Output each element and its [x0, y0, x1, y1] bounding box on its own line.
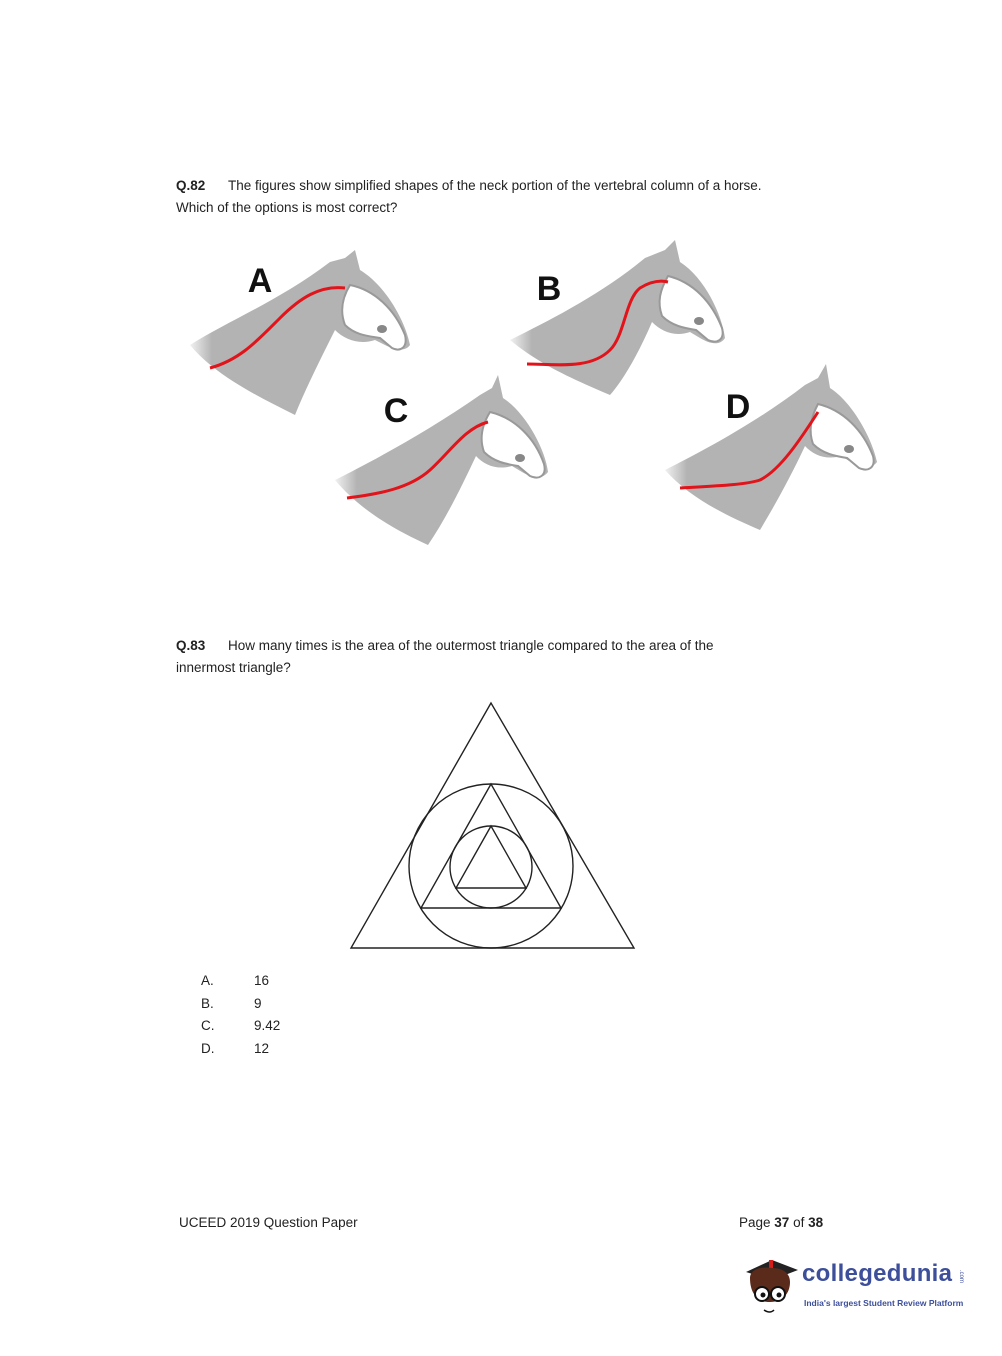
option-b[interactable]	[201, 995, 280, 1018]
middle-triangle	[421, 784, 561, 908]
brand-suffix: .com	[958, 1270, 964, 1284]
nested-triangles-figure	[345, 695, 641, 957]
horse-d	[660, 364, 877, 540]
page-number	[739, 1215, 823, 1230]
option-value: 12	[254, 1040, 270, 1056]
page-of: of	[793, 1215, 805, 1230]
label-a: A	[247, 262, 273, 300]
outer-circle	[409, 784, 573, 948]
page-prefix: Page	[739, 1215, 771, 1230]
q82-number: Q.82	[176, 178, 206, 193]
horse-a	[185, 250, 410, 420]
q83-text-1: How many times is the area of the outermost triangle compared to the area of the	[228, 638, 714, 653]
q82-line1	[176, 177, 762, 195]
page-current: 37	[774, 1215, 790, 1230]
paper-title: UCEED 2019 Question Paper	[179, 1215, 358, 1230]
collegedunia-logo[interactable]	[742, 1250, 972, 1320]
q83-options	[201, 972, 280, 1062]
horse-figure	[185, 235, 905, 565]
option-d[interactable]	[201, 1040, 280, 1063]
brand-tagline: India's largest Student Review Platform	[804, 1298, 964, 1308]
horse-b	[505, 240, 725, 410]
option-a[interactable]	[201, 972, 280, 995]
option-c[interactable]	[201, 1017, 280, 1040]
q83-text-2: innermost triangle?	[176, 660, 291, 675]
page-total: 38	[808, 1215, 824, 1230]
label-b: B	[536, 270, 562, 308]
label-d: D	[725, 388, 751, 426]
option-value: 9.42	[254, 1018, 281, 1033]
option-letter: B.	[201, 995, 214, 1011]
q82-text-2: Which of the options is most correct?	[176, 200, 398, 215]
inner-circle	[450, 826, 532, 908]
q82-text-1: The figures show simplified shapes of the neck portion of the vertebral column of a horse.	[228, 178, 762, 193]
q83-number: Q.83	[176, 638, 206, 653]
brand-name: collegedunia	[802, 1260, 953, 1287]
label-c: C	[383, 392, 409, 430]
mascot-icon	[742, 1250, 800, 1320]
inner-triangle	[456, 826, 526, 888]
q83-line1	[176, 637, 714, 655]
option-letter: C.	[201, 1018, 215, 1033]
option-letter: A.	[201, 973, 214, 988]
option-value: 16	[254, 973, 270, 988]
option-letter: D.	[201, 1040, 215, 1056]
option-value: 9	[254, 995, 262, 1011]
